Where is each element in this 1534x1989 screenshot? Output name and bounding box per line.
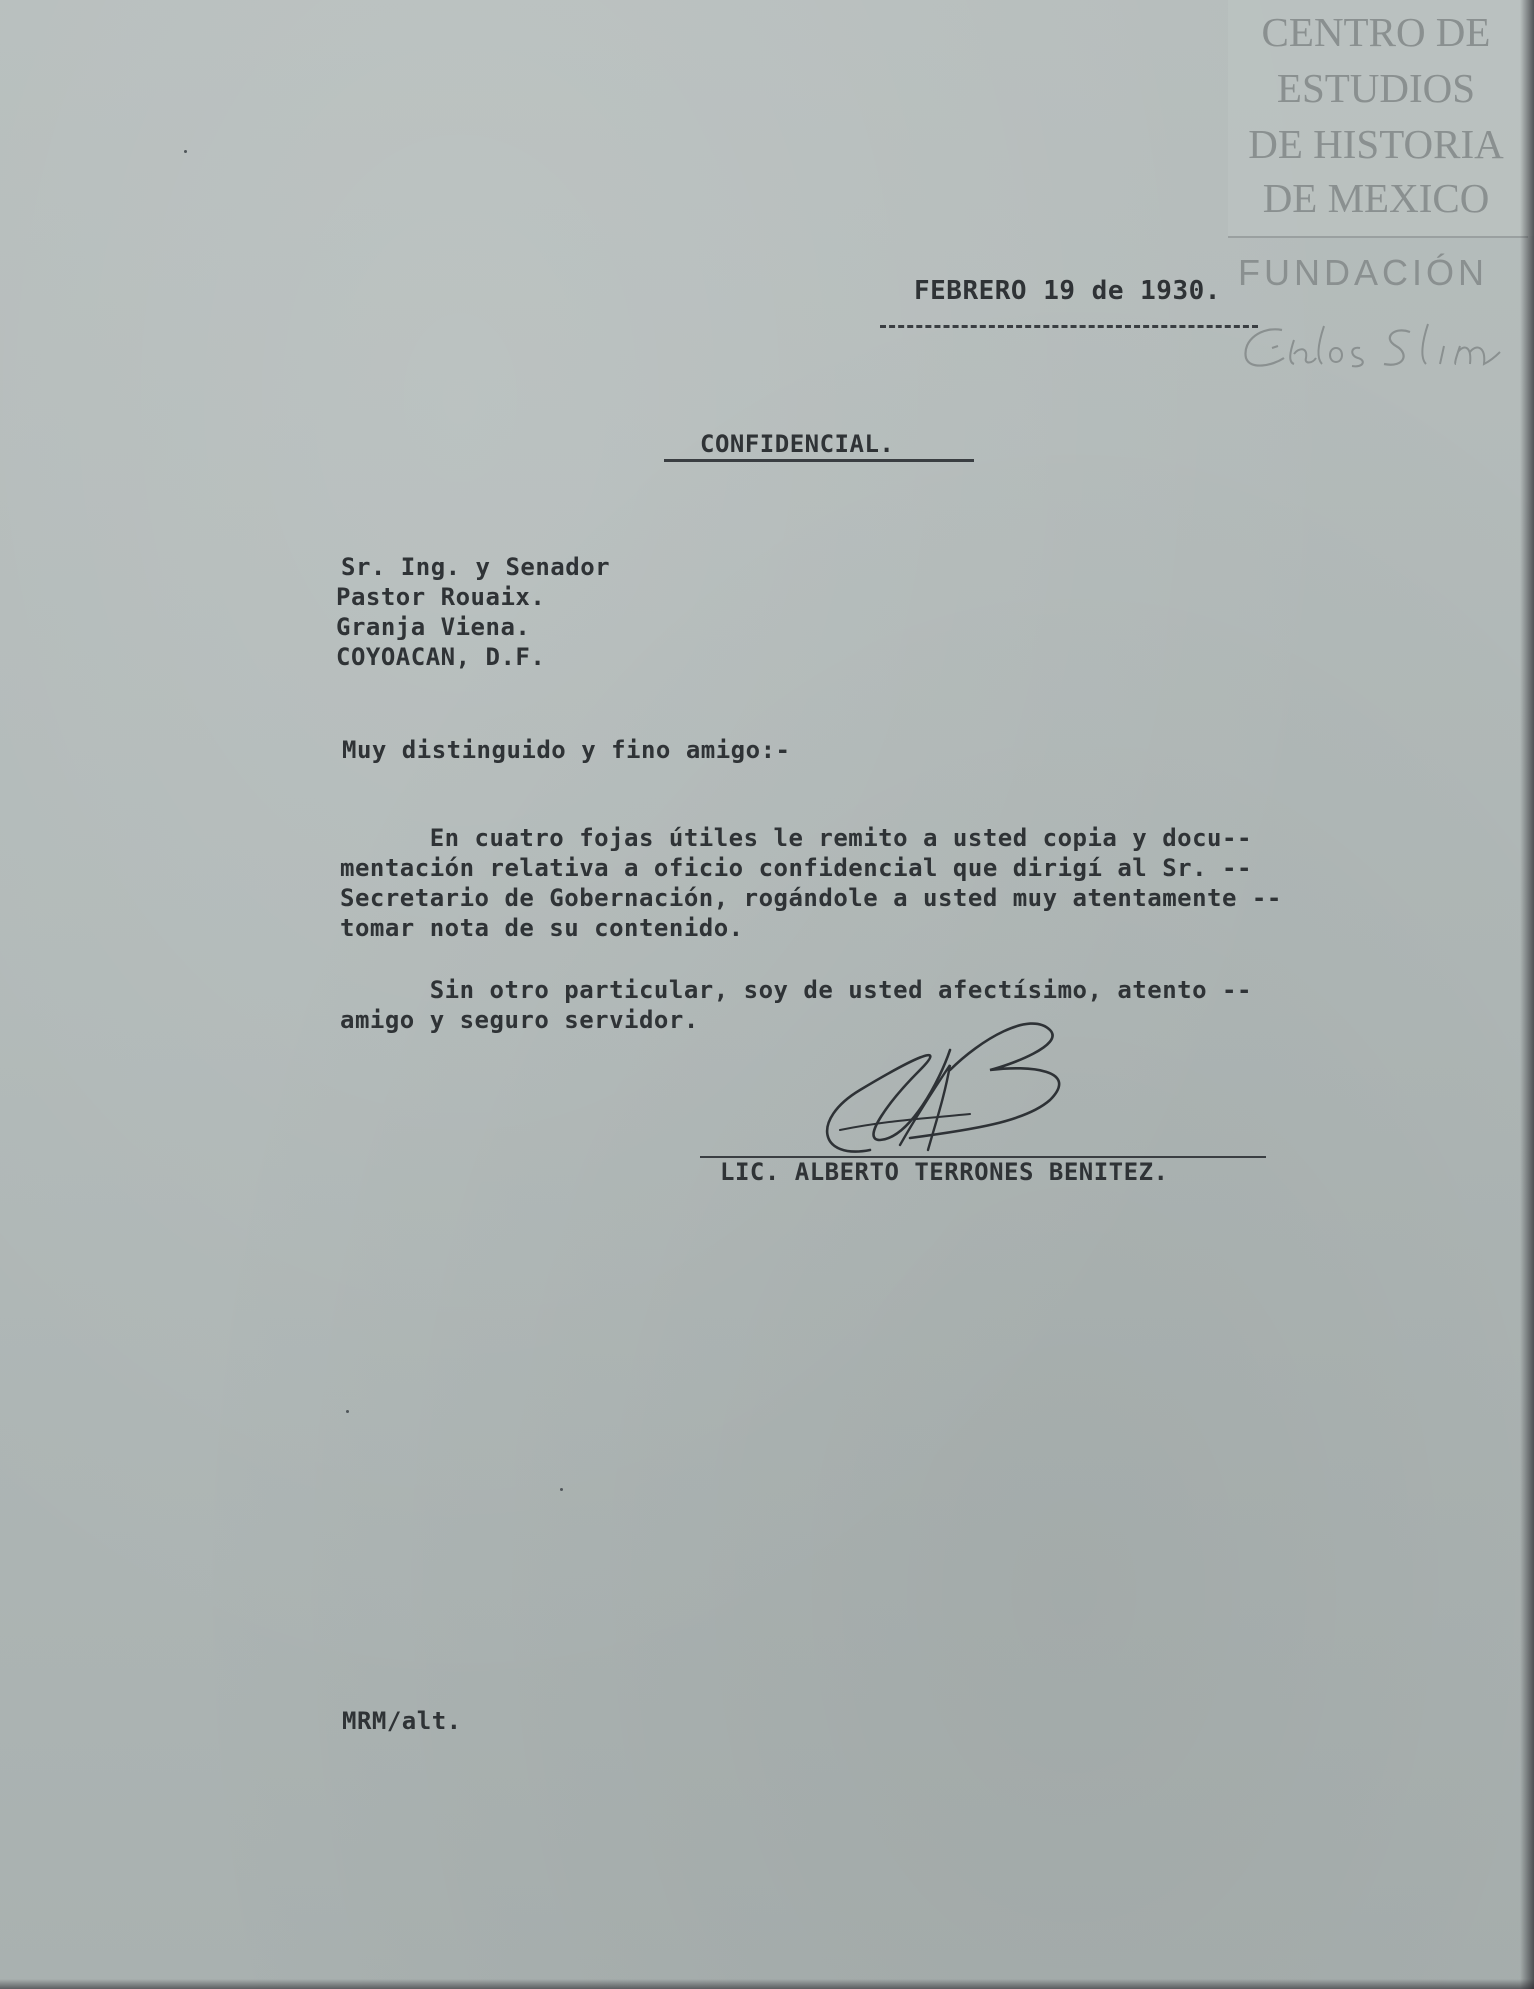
reference-initials: MRM/alt. xyxy=(342,1707,462,1735)
recipient-line-4: COYOACAN, D.F. xyxy=(336,643,546,671)
letter-heading: CONFIDENCIAL. xyxy=(700,430,895,458)
signatory-name: LIC. ALBERTO TERRONES BENITEZ. xyxy=(720,1158,1169,1186)
watermark-divider xyxy=(1228,236,1528,238)
letter-date: FEBRERO 19 de 1930. xyxy=(914,276,1221,306)
watermark-line-4: DE MEXICO xyxy=(1262,175,1490,221)
body-line-2: mentación relativa a oficio confidencial que dirigí al Sr. -- xyxy=(340,854,1252,882)
recipient-line-3: Granja Viena. xyxy=(336,613,531,641)
recipient-line-2: Pastor Rouaix. xyxy=(336,583,546,611)
closing-line-2: amigo y seguro servidor. xyxy=(340,1006,699,1034)
watermark-line-1: CENTRO DE xyxy=(1261,9,1491,55)
watermark-line-2: ESTUDIOS xyxy=(1276,65,1476,111)
body-line-3: Secretario de Gobernación, rogándole a usted muy atentamente -- xyxy=(340,884,1282,912)
watermark-signature-logo xyxy=(1232,318,1532,378)
paper-speck xyxy=(560,1488,563,1491)
watermark-line-3: DE HISTORIA xyxy=(1248,121,1504,167)
watermark-fundacion: FUNDACIÓN xyxy=(1238,252,1488,293)
paper-speck xyxy=(184,150,187,153)
body-line-1: En cuatro fojas útiles le remito a usted copia y docu-- xyxy=(340,824,1252,852)
handwritten-signature xyxy=(800,1010,1130,1170)
date-underline xyxy=(880,325,1258,328)
body-line-4: tomar nota de su contenido. xyxy=(340,914,744,942)
recipient-line-1: Sr. Ing. y Senador xyxy=(341,553,611,581)
paper-speck xyxy=(346,1410,349,1413)
salutation: Muy distinguido y fino amigo:- xyxy=(342,736,791,764)
heading-underline xyxy=(664,459,974,462)
closing-line-1: Sin otro particular, soy de usted afectísimo, atento -- xyxy=(340,976,1252,1004)
page-bottom-shadow xyxy=(0,1979,1534,1989)
page-edge-shadow xyxy=(1520,0,1534,1989)
